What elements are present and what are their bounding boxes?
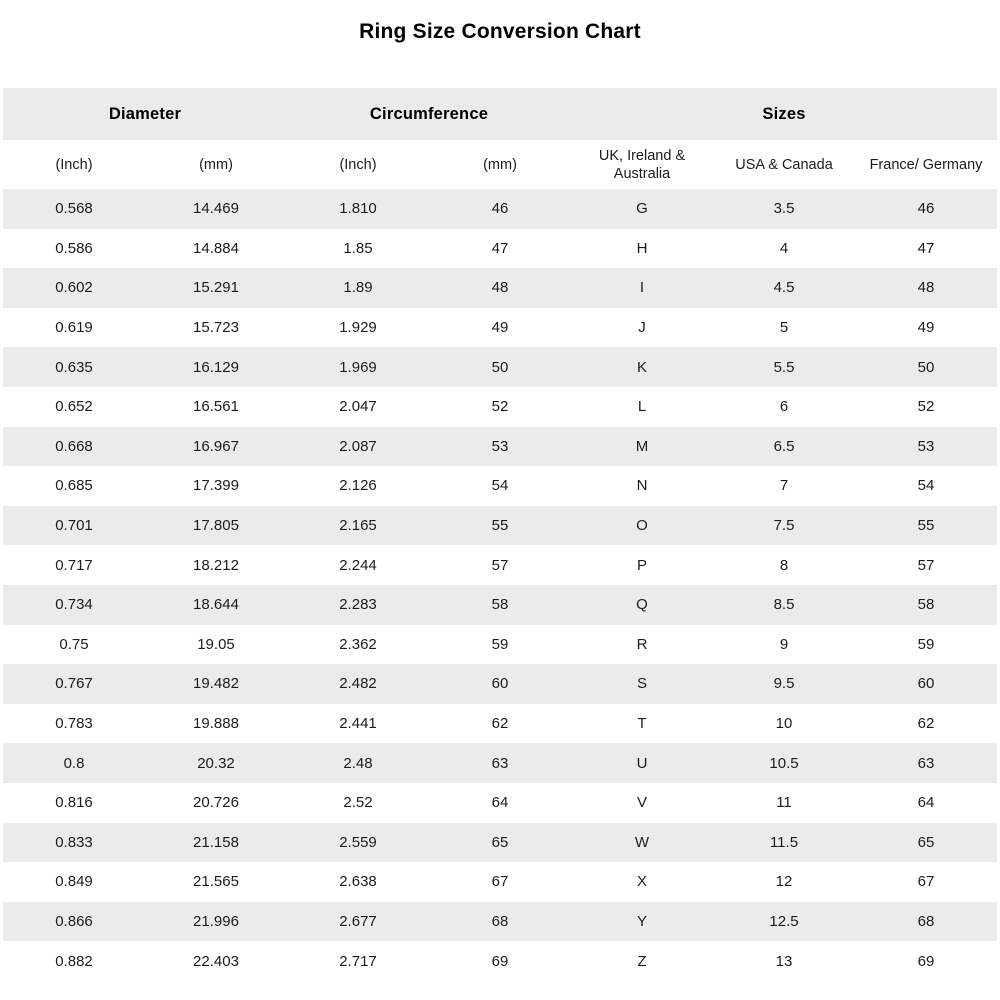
- table-cell: 0.849: [3, 862, 145, 902]
- table-cell: 0.866: [3, 902, 145, 942]
- column-header: France/ Germany: [855, 140, 997, 189]
- column-header: UK, Ireland & Australia: [571, 140, 713, 189]
- table-cell: 21.565: [145, 862, 287, 902]
- table-row: [3, 545, 997, 585]
- table-cell: 19.482: [145, 664, 287, 704]
- table-cell: 46: [429, 189, 571, 229]
- table-cell: 21.996: [145, 902, 287, 942]
- table-cell: Z: [571, 941, 713, 981]
- table-cell: N: [571, 466, 713, 506]
- table-cell: 7.5: [713, 506, 855, 546]
- table-cell: 47: [855, 229, 997, 269]
- table-cell: 1.929: [287, 308, 429, 348]
- table-cell: 6: [713, 387, 855, 427]
- table-cell: 50: [855, 347, 997, 387]
- table-cell: 4: [713, 229, 855, 269]
- table-cell: 0.635: [3, 347, 145, 387]
- table-row: [3, 308, 997, 348]
- table-cell: 2.283: [287, 585, 429, 625]
- table-cell: 52: [855, 387, 997, 427]
- table-cell: 10: [713, 704, 855, 744]
- table-cell: 59: [429, 625, 571, 665]
- table-cell: 14.469: [145, 189, 287, 229]
- table-cell: 11: [713, 783, 855, 823]
- table-cell: 9.5: [713, 664, 855, 704]
- table-cell: 2.717: [287, 941, 429, 981]
- table-cell: 21.158: [145, 823, 287, 863]
- table-cell: 2.087: [287, 427, 429, 467]
- table-cell: 2.482: [287, 664, 429, 704]
- table-cell: S: [571, 664, 713, 704]
- table-cell: 65: [855, 823, 997, 863]
- group-header-sizes: Sizes: [571, 88, 997, 140]
- table-cell: 58: [855, 585, 997, 625]
- table-cell: 12.5: [713, 902, 855, 942]
- table-cell: 48: [855, 268, 997, 308]
- table-row: [3, 902, 997, 942]
- table-cell: 16.967: [145, 427, 287, 467]
- table-cell: 0.833: [3, 823, 145, 863]
- table-cell: 2.638: [287, 862, 429, 902]
- table-cell: O: [571, 506, 713, 546]
- table-cell: 46: [855, 189, 997, 229]
- table-cell: 5: [713, 308, 855, 348]
- column-header: USA & Canada: [713, 140, 855, 189]
- column-header-row: [3, 140, 997, 189]
- table-cell: 15.723: [145, 308, 287, 348]
- table-cell: 2.677: [287, 902, 429, 942]
- table-row: [3, 585, 997, 625]
- table-cell: 2.48: [287, 743, 429, 783]
- table-cell: 49: [429, 308, 571, 348]
- table-cell: 11.5: [713, 823, 855, 863]
- table-row: [3, 427, 997, 467]
- table-cell: 6.5: [713, 427, 855, 467]
- table-cell: 65: [429, 823, 571, 863]
- table-cell: 2.244: [287, 545, 429, 585]
- table-body: [3, 189, 997, 981]
- table-cell: 53: [855, 427, 997, 467]
- table-cell: 57: [429, 545, 571, 585]
- table-cell: 64: [855, 783, 997, 823]
- table-cell: P: [571, 545, 713, 585]
- table-cell: 63: [429, 743, 571, 783]
- table-cell: Q: [571, 585, 713, 625]
- table-cell: Y: [571, 902, 713, 942]
- table-row: [3, 229, 997, 269]
- table-cell: 0.75: [3, 625, 145, 665]
- table-cell: 62: [855, 704, 997, 744]
- table-cell: V: [571, 783, 713, 823]
- table-cell: 55: [855, 506, 997, 546]
- table-cell: 18.212: [145, 545, 287, 585]
- table-cell: 0.668: [3, 427, 145, 467]
- table-cell: 67: [855, 862, 997, 902]
- table-cell: R: [571, 625, 713, 665]
- table-cell: T: [571, 704, 713, 744]
- table-cell: 15.291: [145, 268, 287, 308]
- table-cell: 1.85: [287, 229, 429, 269]
- column-header: (Inch): [287, 140, 429, 189]
- table-cell: 16.561: [145, 387, 287, 427]
- table-cell: M: [571, 427, 713, 467]
- table-row: [3, 823, 997, 863]
- table-cell: 7: [713, 466, 855, 506]
- table-cell: 16.129: [145, 347, 287, 387]
- table-cell: 2.559: [287, 823, 429, 863]
- table-cell: 53: [429, 427, 571, 467]
- column-header: (mm): [145, 140, 287, 189]
- table-cell: 13: [713, 941, 855, 981]
- table-row: [3, 625, 997, 665]
- column-header: (Inch): [3, 140, 145, 189]
- table-cell: 67: [429, 862, 571, 902]
- table-cell: 62: [429, 704, 571, 744]
- table-cell: H: [571, 229, 713, 269]
- table-cell: 0.568: [3, 189, 145, 229]
- table-cell: L: [571, 387, 713, 427]
- table-row: [3, 347, 997, 387]
- table-cell: 54: [429, 466, 571, 506]
- page-title: Ring Size Conversion Chart: [359, 20, 641, 43]
- table-cell: 0.586: [3, 229, 145, 269]
- table-cell: 54: [855, 466, 997, 506]
- table-cell: 48: [429, 268, 571, 308]
- table-cell: 1.89: [287, 268, 429, 308]
- table-cell: 68: [855, 902, 997, 942]
- table-row: [3, 862, 997, 902]
- table-cell: 20.32: [145, 743, 287, 783]
- table-cell: 60: [429, 664, 571, 704]
- table-cell: 49: [855, 308, 997, 348]
- table-row: [3, 704, 997, 744]
- table-cell: 0.652: [3, 387, 145, 427]
- table-cell: 17.805: [145, 506, 287, 546]
- table-row: [3, 387, 997, 427]
- table-cell: 3.5: [713, 189, 855, 229]
- table-cell: 0.734: [3, 585, 145, 625]
- table-cell: 12: [713, 862, 855, 902]
- table-cell: 57: [855, 545, 997, 585]
- table-row: [3, 466, 997, 506]
- table-cell: 59: [855, 625, 997, 665]
- table-cell: K: [571, 347, 713, 387]
- table-cell: 2.165: [287, 506, 429, 546]
- table-cell: 0.717: [3, 545, 145, 585]
- table-cell: 47: [429, 229, 571, 269]
- table-cell: I: [571, 268, 713, 308]
- table-cell: 2.126: [287, 466, 429, 506]
- table-row: [3, 941, 997, 981]
- table-cell: 55: [429, 506, 571, 546]
- table-cell: W: [571, 823, 713, 863]
- table-cell: 5.5: [713, 347, 855, 387]
- table-cell: 0.767: [3, 664, 145, 704]
- table-cell: 2.52: [287, 783, 429, 823]
- table-cell: 0.783: [3, 704, 145, 744]
- table-cell: 64: [429, 783, 571, 823]
- table-cell: 17.399: [145, 466, 287, 506]
- ring-size-conversion-table: [3, 88, 997, 981]
- table-cell: 63: [855, 743, 997, 783]
- table-cell: 2.441: [287, 704, 429, 744]
- table-cell: 2.362: [287, 625, 429, 665]
- group-header-row: [3, 88, 997, 140]
- table-cell: 0.685: [3, 466, 145, 506]
- group-header-circumference: Circumference: [287, 88, 571, 140]
- table-row: [3, 783, 997, 823]
- table-cell: 10.5: [713, 743, 855, 783]
- table-cell: 50: [429, 347, 571, 387]
- table-cell: 52: [429, 387, 571, 427]
- table-cell: 22.403: [145, 941, 287, 981]
- table-row: [3, 189, 997, 229]
- table-cell: 58: [429, 585, 571, 625]
- table-cell: 0.602: [3, 268, 145, 308]
- column-header: (mm): [429, 140, 571, 189]
- table-row: [3, 664, 997, 704]
- group-header-diameter: Diameter: [3, 88, 287, 140]
- table-cell: 0.816: [3, 783, 145, 823]
- table-cell: 69: [429, 941, 571, 981]
- table-head: [3, 88, 997, 189]
- table-cell: G: [571, 189, 713, 229]
- table-cell: 9: [713, 625, 855, 665]
- table-cell: 0.882: [3, 941, 145, 981]
- table-cell: 68: [429, 902, 571, 942]
- table-cell: 1.969: [287, 347, 429, 387]
- table-cell: 8: [713, 545, 855, 585]
- table-cell: 0.701: [3, 506, 145, 546]
- table-row: [3, 506, 997, 546]
- table-cell: U: [571, 743, 713, 783]
- table-cell: 0.619: [3, 308, 145, 348]
- table-cell: 0.8: [3, 743, 145, 783]
- table-cell: 1.810: [287, 189, 429, 229]
- table-cell: 19.888: [145, 704, 287, 744]
- table-cell: 2.047: [287, 387, 429, 427]
- table-row: [3, 743, 997, 783]
- table-cell: 8.5: [713, 585, 855, 625]
- table-cell: 69: [855, 941, 997, 981]
- table-cell: 20.726: [145, 783, 287, 823]
- table-cell: 19.05: [145, 625, 287, 665]
- table-cell: 4.5: [713, 268, 855, 308]
- table-cell: 60: [855, 664, 997, 704]
- table-cell: X: [571, 862, 713, 902]
- table-cell: 18.644: [145, 585, 287, 625]
- table-cell: J: [571, 308, 713, 348]
- table-cell: 14.884: [145, 229, 287, 269]
- table-row: [3, 268, 997, 308]
